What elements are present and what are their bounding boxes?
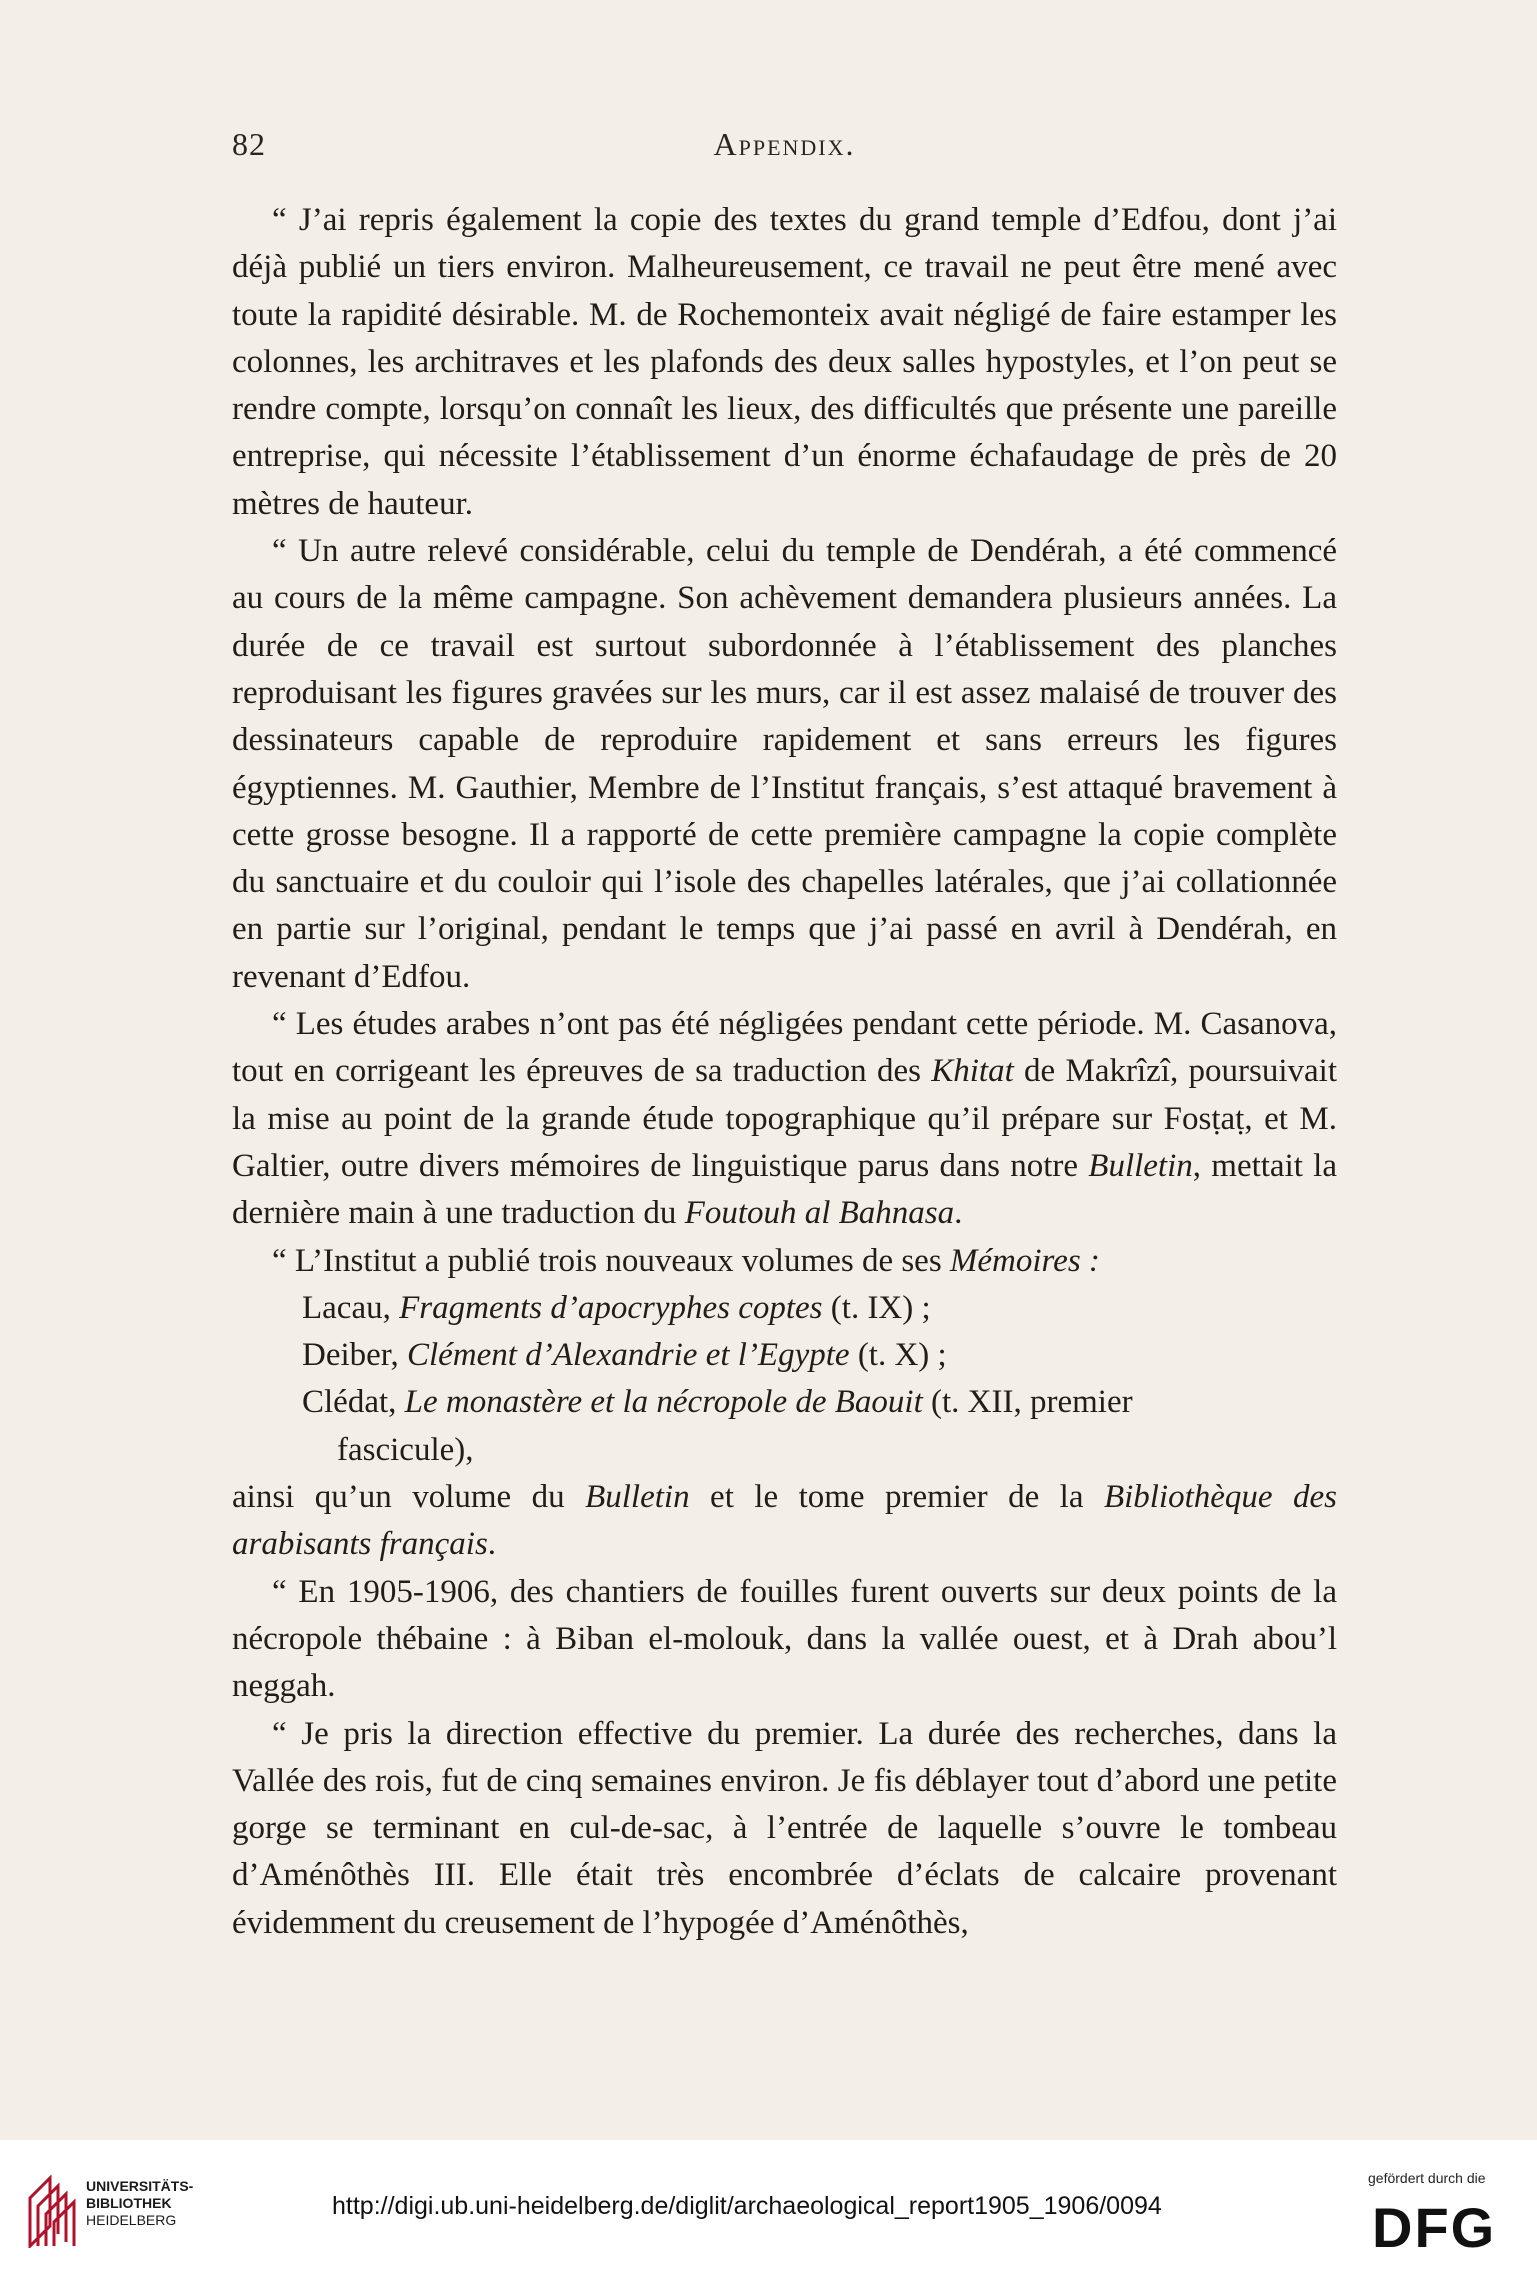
italic-text: Bibliothèque des arabisants français [232, 1479, 1338, 1563]
running-title: Appendix. [713, 126, 856, 162]
dfg-logo: DFG [1372, 2196, 1497, 2259]
text-segment: “ J’ai repris également la copie des textes du grand temple d’Edfou, dont j’ai déjà publié un tiers environ. Malheureusement, ce travail ne peut être mené avec toute la rapidité désirable. M. de Rochemonteix avait négligé de faire estamper les colonnes, les architraves et les plafonds des deux salles hypostyles, et l’on peut se rendre compte, lorsqu’on connaît les lieux, des difficultés que présente une pareille entreprise, qui nécessite l’établissement d’un énorme échafaudage de près de 20 mètres de hauteur. [232, 202, 1337, 522]
italic-text: Khitat [931, 1053, 1014, 1090]
text-segment: “ Je pris la direction effective du premier. La durée des recherches, dans la Vallée des rois, fut de cinq semaines environ. Je fis déblayer tout d’abord une petite gorge se terminant en cul-de-sac, à l’entrée de laquelle s’ouvre le tombeau d’Aménôthès III. Elle était très encombrée d’éclats de calcaire provenant évidemment du creusement de l’hypogée d’Aménôthès, [232, 1715, 1337, 1941]
list-item: Clédat, Le monastère et la nécropole de Baouit (t. XII, premier [302, 1384, 1133, 1421]
list-item: Deiber, Clément d’Alexandrie et l’Egypte (t. X) ; [302, 1337, 947, 1374]
text-segment: “ L’Institut a publié trois nouveaux volumes de ses [272, 1242, 950, 1279]
library-name: UNIVERSITÄTS- BIBLIOTHEK HEIDELBERG [86, 2178, 194, 2228]
text-segment: “ Un autre relevé considérable, celui du temple de Dendérah, a été commencé au cours de la même campagne. Son achèvement demandera plusieurs années. La durée de ce travail est surtout subordonnée à l’établissement des planches reproduisant les figures gravées sur les murs, car il est assez malaisé de trouver des dessinateurs capable de reproduire rapidement et sans erreurs les figures égyptiennes. M. Gauthier, Membre de l’Institut français, s’est attaqué bravement à cette grosse besogne. Il a rapporté de cette première campagne la copie complète du sanctuaire et du couloir qui l’isole des chapelles latérales, que j’ai collationnée en partie sur l’original, pendant le temps que j’ai passé en avril à Dendérah, en revenant d’Edfou. [232, 533, 1337, 995]
footer-bar [0, 2140, 1537, 2279]
page-number: 82 [232, 126, 266, 162]
list-item-continuation: fascicule), [337, 1431, 474, 1468]
body-text [232, 197, 1337, 1947]
text-segment: et le tome premier de la [689, 1479, 1104, 1516]
text-segment: “ En 1905-1906, des chantiers de fouilles furent ouverts sur deux points de la nécropole thébaine : à Biban el-molouk, dans la vallée ouest, et à Drah abou’l neggah. [232, 1573, 1337, 1705]
paragraph [232, 528, 1337, 1001]
book-title: Clément d’Alexandrie et l’Egypte [406, 1337, 850, 1374]
paragraph [232, 197, 1337, 528]
book-title: Le monastère et la nécropole de Baouit [404, 1384, 923, 1421]
paragraph [232, 1238, 1337, 1285]
memoires-list [232, 1285, 1337, 1474]
paragraph-continuation [232, 1474, 1337, 1569]
italic-text: Mémoires : [949, 1242, 1100, 1279]
italic-text: Bulletin [585, 1479, 690, 1516]
running-head [232, 126, 1337, 170]
book-title: Fragments d’apocryphes coptes [399, 1289, 823, 1326]
italic-text: Bulletin [1088, 1147, 1193, 1184]
text-segment: . [487, 1526, 497, 1563]
list-item: Lacau, Fragments d’apocryphes coptes (t. IX) ; [302, 1289, 931, 1326]
library-logo-icon [26, 2172, 78, 2248]
text-segment: de Makrîzî, poursuivait la mise au point de la grande étude topographique qu’il prépare sur Fosṭaṭ, et M. Galtier, outre divers mémoires de linguistique parus dans notre [232, 1053, 1337, 1184]
italic-text: Foutouh al Bahnasa [684, 1195, 955, 1232]
text-segment: . [954, 1195, 963, 1232]
funding-caption: gefördert durch die [1368, 2170, 1486, 2186]
permalink-url[interactable]: http://digi.ub.uni-heidelberg.de/diglit/archaeological_report1905_1906/0094 [332, 2192, 1162, 2220]
paragraph [232, 1711, 1337, 1947]
paragraph [232, 1569, 1337, 1711]
text-segment: ainsi qu’un volume du [232, 1479, 586, 1516]
text-segment: , mettait la dernière main à une traduction du [232, 1147, 1337, 1232]
paragraph [232, 1001, 1337, 1237]
text-segment: “ Les études arabes n’ont pas été négligées pendant cette période. M. Casanova, tout en corrigeant les épreuves de sa traduction des [232, 1006, 1337, 1090]
